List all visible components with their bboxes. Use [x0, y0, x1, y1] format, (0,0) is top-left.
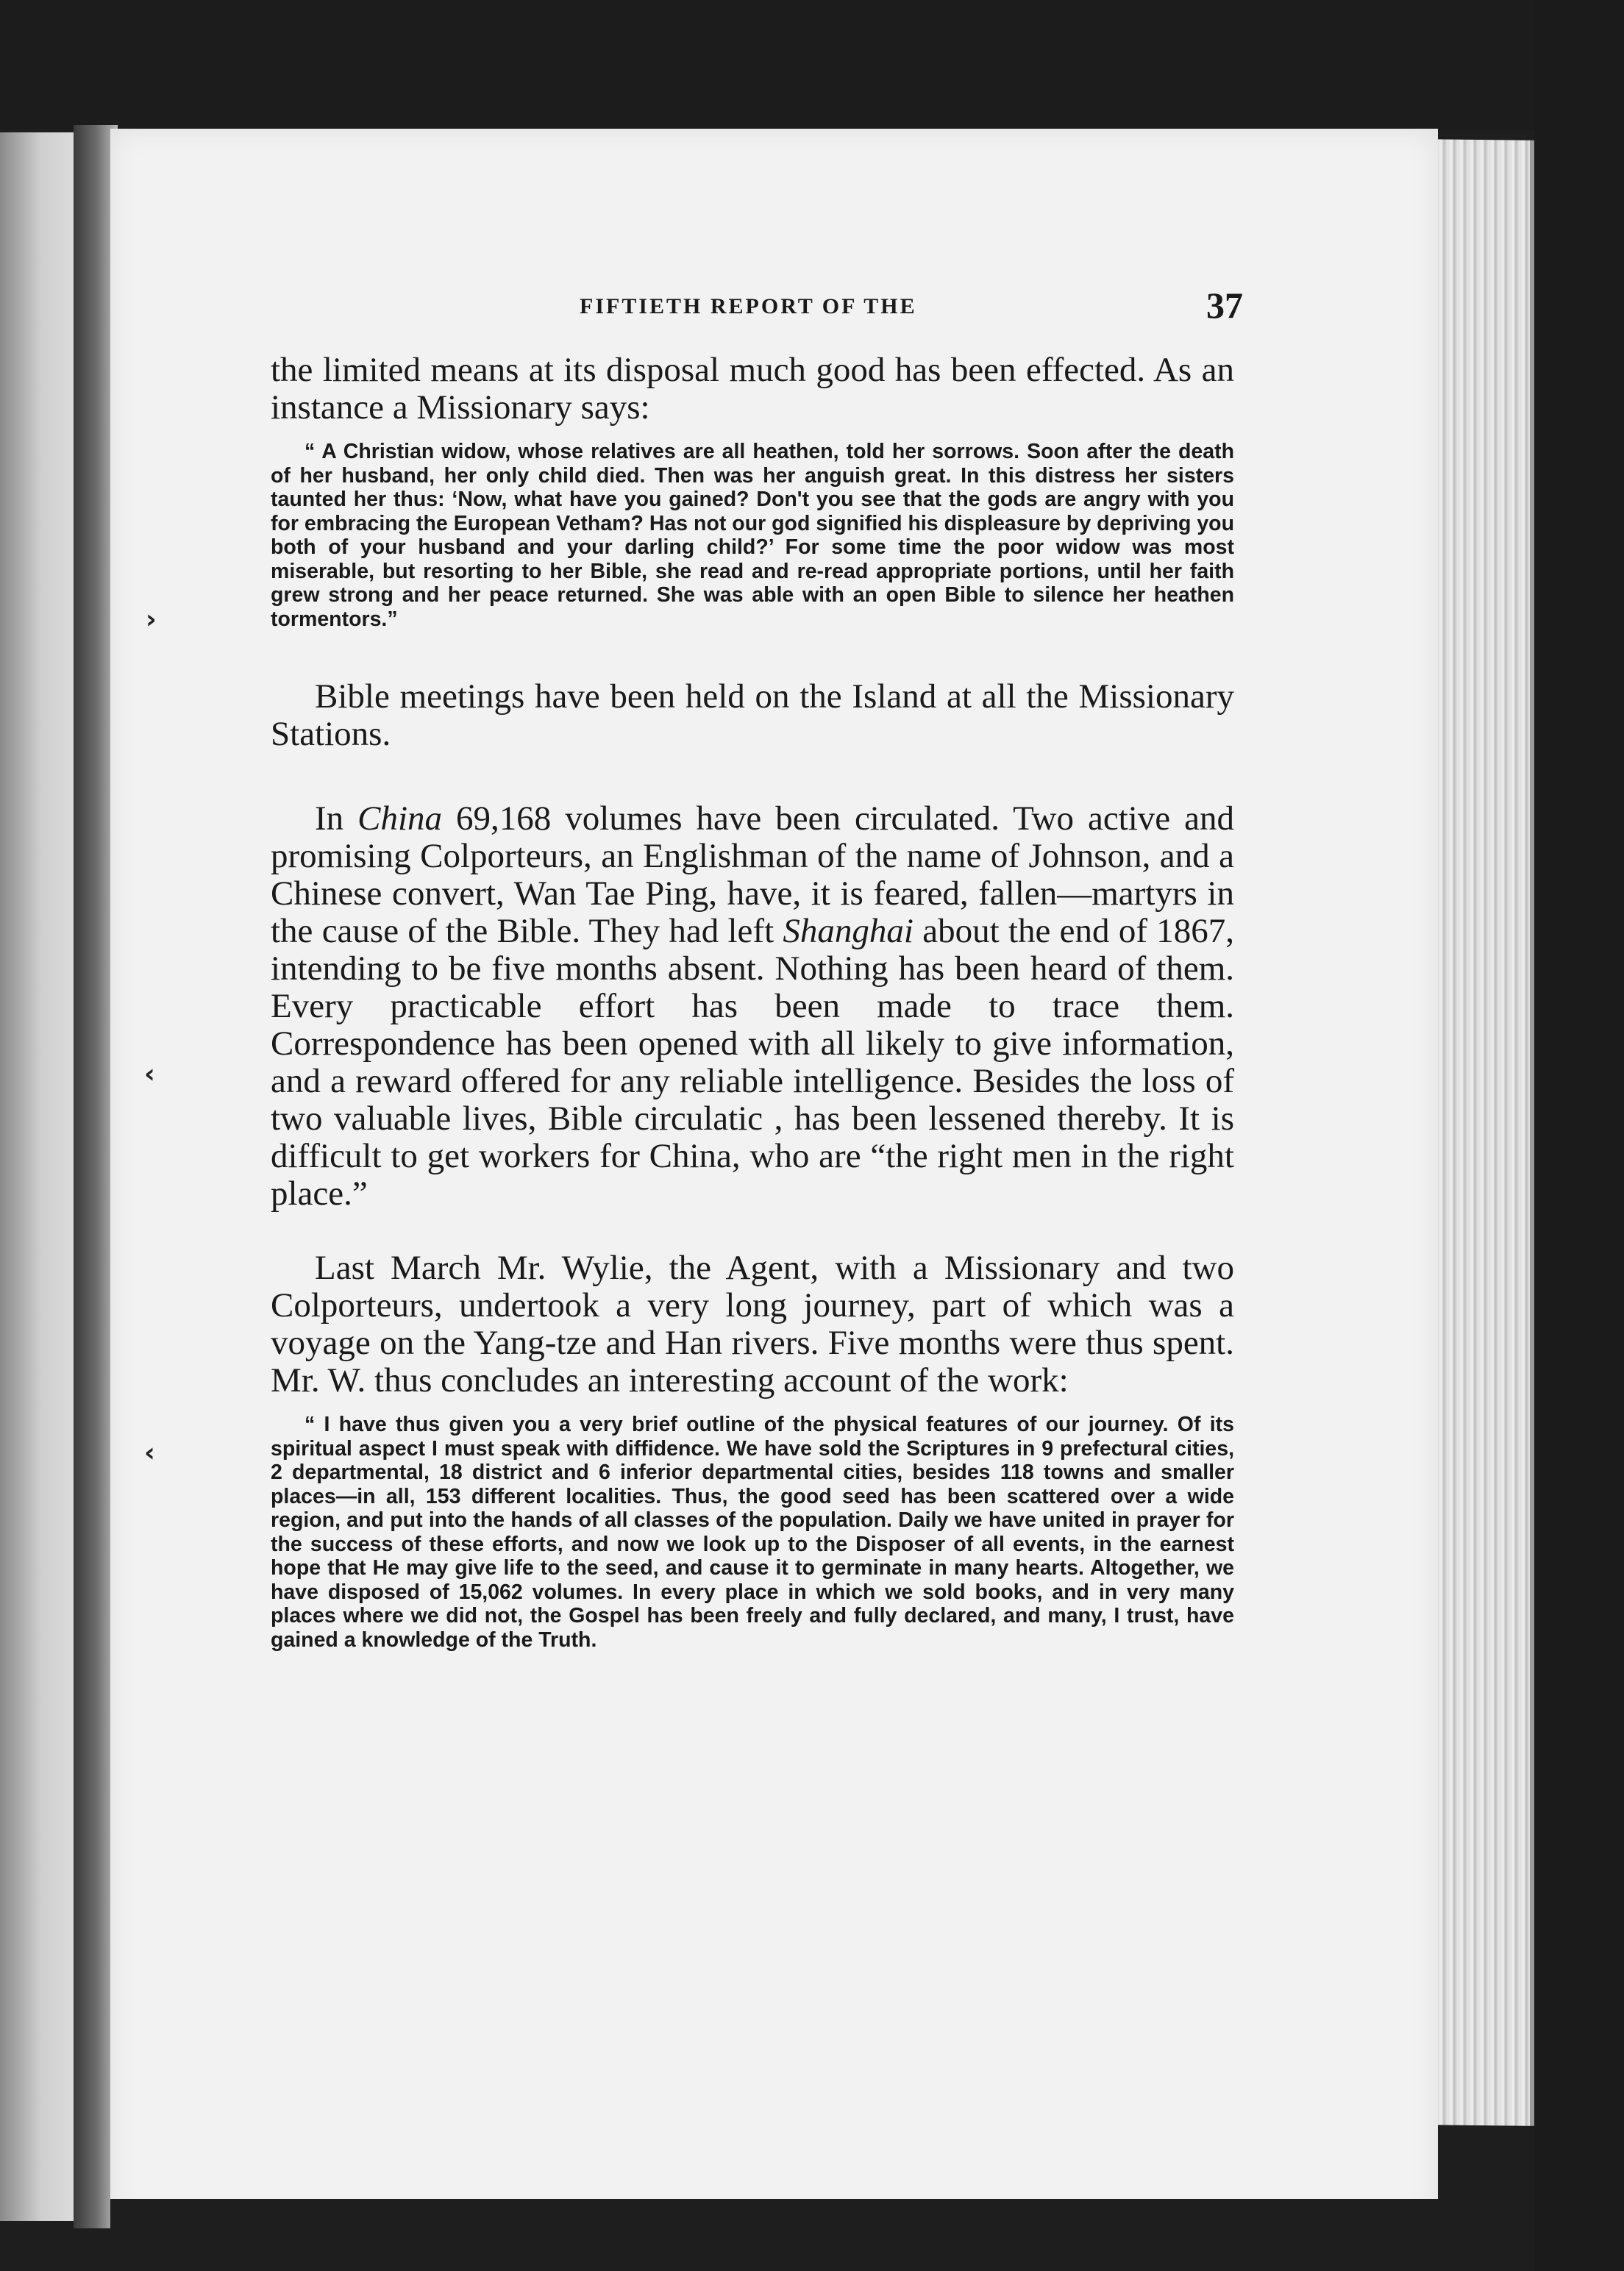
margin-mark: › — [146, 605, 157, 635]
running-head — [271, 285, 1243, 338]
place-china: China — [357, 799, 443, 838]
margin-mark: ‹ — [144, 1059, 155, 1089]
china-lead: In — [315, 799, 358, 838]
margin-mark: ‹ — [144, 1438, 155, 1468]
scan-background-top — [0, 0, 1624, 129]
china-text-continued: about the end of 1867, intending to be five months absent. Nothing has been heard of them. Every practicable effort has been made to trace them. Correspondence has been opened with all likely to give information, and a reward offered for any reliable intelligence. Besides the loss of two valuable lives, Bible circulatic , has been lessened thereby. It is difficult to get workers for China, who are “the right men in the right place.” — [271, 912, 1234, 1213]
paragraph-china — [271, 800, 1234, 1213]
china-text: 69,168 volumes have been circulated. Two active and promising Colporteurs, an Englishman of the name of Johnson, and a Chinese convert, Wan Tae Ping, have, it is feared, fallen—martyrs in the cause of the Bible. They had left — [271, 799, 1234, 950]
wylie-quote: “ I have thus given you a very brief outline of the physical features of our journey. Of its spiritual aspect I must speak with diffidence. We have sold the Scriptures in 9 prefectural cities, 2 departmental, 18 district and 6 inferior departmental cities, besides 118 towns and smaller places—in all, 153 different localities. Thus, the good seed has been scattered over a wide region, and put into the hands of all classes of the population. Daily we have united in prayer for the success of these efforts, and now we look up to the Disposer of all events, in the earnest hope that He may give life to the seed, and cause it to germinate in many hearts. Altogether, we have disposed of 15,062 volumes. In every place in which we sold books, and in very many places where we did not, the Gospel has been freely and fully declared, and many, I trust, have gained a knowledge of the Truth. — [271, 1413, 1234, 1652]
paragraph-wylie-journey: Last March Mr. Wylie, the Agent, with a Missionary and two Colporteurs, undertook a very long journey, part of which was a voyage on the Yang-tze and Han rivers. Five months were thus spent. Mr. W. thus concludes an interesting account of the work: — [271, 1249, 1234, 1400]
running-head-title: FIFTIETH REPORT OF THE — [580, 294, 917, 318]
page-content — [271, 285, 1243, 1652]
scan-background-right — [1534, 0, 1624, 2271]
paragraph-bible-meetings: Bible meetings have been held on the Island at all the Missionary Stations. — [271, 677, 1234, 753]
paragraph-continuation: the limited means at its disposal much good has been effected. As an instance a Missionary says: — [271, 351, 1234, 427]
missionary-quote: “ A Christian widow, whose relatives are all heathen, told her sorrows. Soon after the death of her husband, her only child died. Then was her anguish great. In this distress her sisters taunted her thus: ‘Now, what have you gained? Don't you see that the gods are angry with you for embracing the European Vetham? Has not our god signified his displeasure by depriving you both of your husband and your darling child?’ For some time the poor widow was most miserable, but resorting to her Bible, she read and re-read appropriate portions, until her faith grew strong and her peace returned. She was able with an open Bible to silence her heathen tormentors.” — [271, 440, 1234, 631]
place-shanghai: Shanghai — [783, 912, 914, 950]
page-stack-edge — [1427, 139, 1534, 2126]
scan-background-bottom — [110, 2199, 1530, 2271]
page-number: 37 — [1206, 285, 1243, 326]
